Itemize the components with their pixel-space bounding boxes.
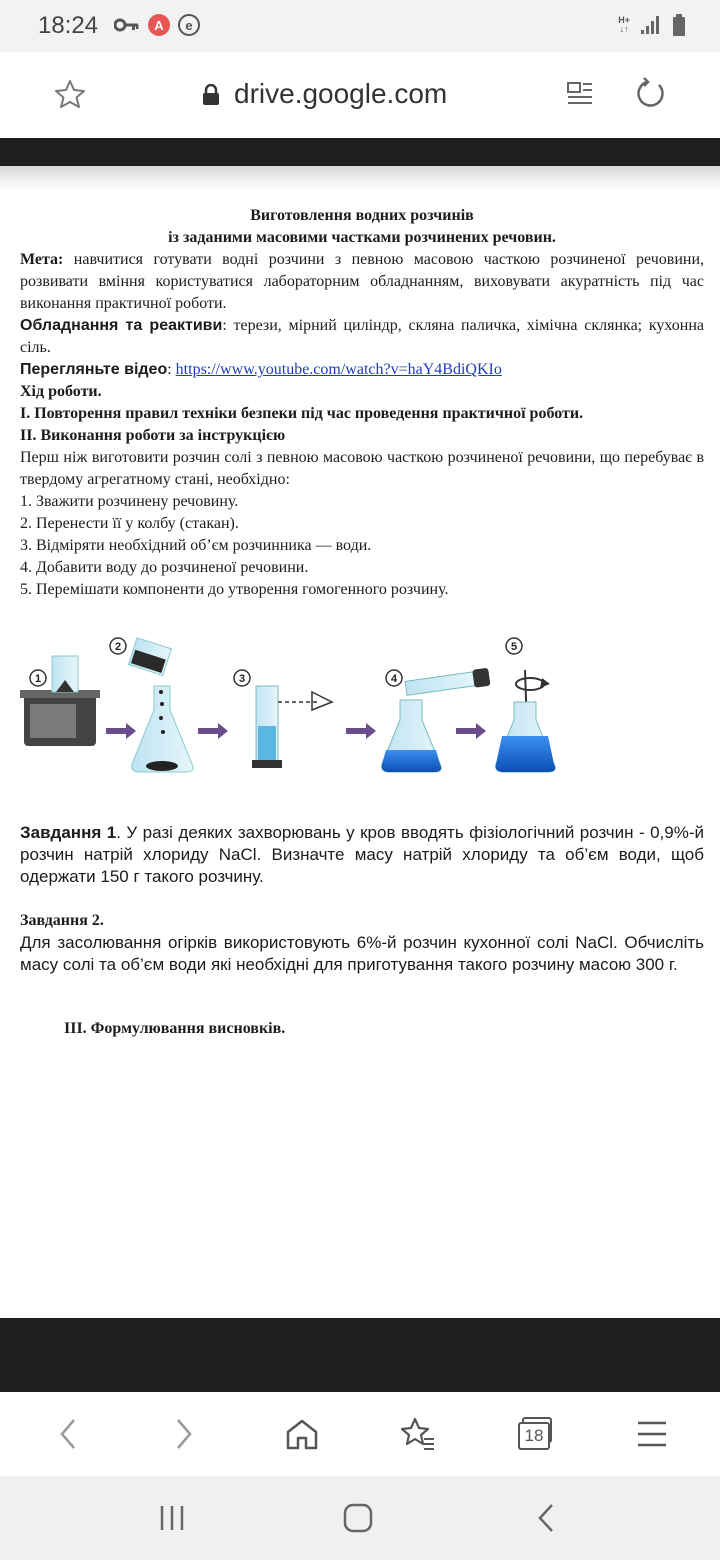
- system-home-button[interactable]: [338, 1498, 378, 1538]
- status-system-icons: [618, 14, 686, 36]
- signal-icon: [640, 15, 662, 35]
- url-text[interactable]: drive.google.com: [234, 78, 448, 109]
- status-time: 18:24: [38, 12, 99, 39]
- step-number-label: 5: [510, 641, 518, 653]
- step-number-label: 2: [114, 641, 122, 653]
- recent-apps-button[interactable]: [152, 1498, 192, 1538]
- task-1-text: . У разі деяких захворювань у кров вводять фізіологічний розчин - 0,9%-й розчин натрій хлориду NaCl. Визначте масу натрій хлориду та об’єм води, щоб одержати 150 г такого розчину.: [20, 823, 704, 886]
- viewer-bottom-band: [0, 1318, 720, 1392]
- chevron-right-icon: [174, 1418, 194, 1450]
- recent-apps-icon: [157, 1504, 187, 1532]
- step-item: 3. Відміряти необхідний об’єм розчинника — води.: [20, 537, 372, 554]
- lab-procedure-illustration: [20, 632, 560, 782]
- browser-toolbar: [0, 1392, 720, 1476]
- video-link[interactable]: https://www.youtube.com/watch?v=haY4BdiQKIo: [175, 361, 502, 378]
- status-bar: [0, 0, 720, 52]
- task-2: [20, 910, 704, 976]
- square-home-icon: [342, 1502, 374, 1534]
- mixing-step-graphic: [496, 670, 555, 772]
- home-icon: [285, 1418, 319, 1450]
- task-1-label: Завдання 1: [20, 823, 117, 842]
- tabs-icon: [518, 1417, 554, 1451]
- video-label: Перегляньте відео: [20, 361, 168, 378]
- bookmark-list-icon: [400, 1417, 436, 1451]
- network-type-label: H+: [618, 15, 630, 25]
- forward-button[interactable]: [164, 1414, 204, 1454]
- document-title-line-1: Виготовлення водних розчинів: [250, 207, 474, 224]
- app-badge-e-icon: e: [178, 14, 200, 36]
- tabs-count: 18: [524, 1426, 544, 1445]
- step-item: 2. Перенести її у колбу (стакан).: [20, 515, 239, 532]
- progress-heading: Хід роботи.: [20, 383, 102, 400]
- step-number-label: 4: [390, 673, 398, 685]
- equipment-text: : терези, мірний циліндр, скляна паличка, хімічна склянка; кухонна сіль.: [20, 317, 704, 356]
- home-button[interactable]: [282, 1414, 322, 1454]
- system-nav-bar: [0, 1476, 720, 1560]
- lock-icon: [202, 84, 220, 106]
- task-2-label: Завдання 2.: [20, 912, 104, 929]
- bookmark-star-icon[interactable]: [54, 78, 86, 110]
- section-2-heading: ІІ. Виконання роботи за інструкцією: [20, 427, 286, 444]
- back-button[interactable]: [48, 1414, 88, 1454]
- section-1-heading: І. Повторення правил техніки безпеки під час проведення практичної роботи.: [20, 405, 584, 422]
- system-back-button[interactable]: [526, 1498, 566, 1538]
- document-page: [20, 205, 704, 601]
- goal-label: Мета:: [20, 251, 64, 268]
- chevron-left-icon: [58, 1418, 78, 1450]
- step-item: 1. Зважити розчинену речовину.: [20, 493, 239, 510]
- video-paragraph: Перегляньте відео: https://www.youtube.com/watch?v=haY4BdiQKIo: [20, 361, 502, 378]
- steps-list: [20, 491, 704, 601]
- pouring-step-graphic: [128, 638, 193, 772]
- equipment-label: Обладнання та реактиви: [20, 317, 223, 334]
- reload-icon[interactable]: [632, 76, 668, 112]
- scale-step-graphic: [20, 656, 100, 746]
- step-number-label: 3: [238, 673, 246, 685]
- url-bar: [0, 52, 720, 138]
- menu-button[interactable]: [632, 1414, 672, 1454]
- network-type-icon: H+ ↓↑: [618, 15, 630, 34]
- system-back-icon: [536, 1503, 556, 1533]
- goal-paragraph: [20, 249, 704, 315]
- bookmarks-button[interactable]: [398, 1414, 438, 1454]
- hamburger-menu-icon: [636, 1420, 668, 1448]
- key-icon: [114, 17, 140, 33]
- step-number-label: 1: [34, 673, 42, 685]
- viewer-top-band: [0, 138, 720, 166]
- task-1: [20, 822, 704, 888]
- app-badge-a-icon: A: [148, 14, 170, 36]
- tabs-button[interactable]: [516, 1414, 556, 1454]
- page-shadow: [0, 166, 720, 190]
- battery-icon: [672, 14, 686, 36]
- conclusion-heading: ІІІ. Формулювання висновків.: [64, 1020, 286, 1037]
- task-2-text: Для засолювання огірків використовують 6%-й розчин кухонної солі NaCl. Обчисліть масу солі та об’єм води які необхідні для приготування такого розчину масою 300 г.: [20, 933, 704, 974]
- step-item: 4. Добавити воду до розчиненої речовини.: [20, 559, 309, 576]
- document-title-line-2: із заданими масовими частками розчинених речовин.: [168, 229, 556, 246]
- cylinder-step-graphic: [252, 686, 332, 768]
- equipment-paragraph: [20, 315, 704, 359]
- intro-paragraph: Перш ніж виготовити розчин солі з певною масовою часткою розчиненої речовини, що перебуває в твердому агрегатному стані, необхідно:: [20, 449, 704, 488]
- status-notification-icons: [114, 14, 200, 36]
- step-item: 5. Перемішати компоненти до утворення гомогенного розчину.: [20, 581, 449, 598]
- reader-mode-icon[interactable]: [566, 80, 594, 108]
- goal-text: навчитися готувати водні розчини з певною масовою часткою розчиненої речовини, розвивати вміння користуватися лабораторним обладнанням, виховувати акуратність під час виконання практичної роботи.: [20, 251, 705, 312]
